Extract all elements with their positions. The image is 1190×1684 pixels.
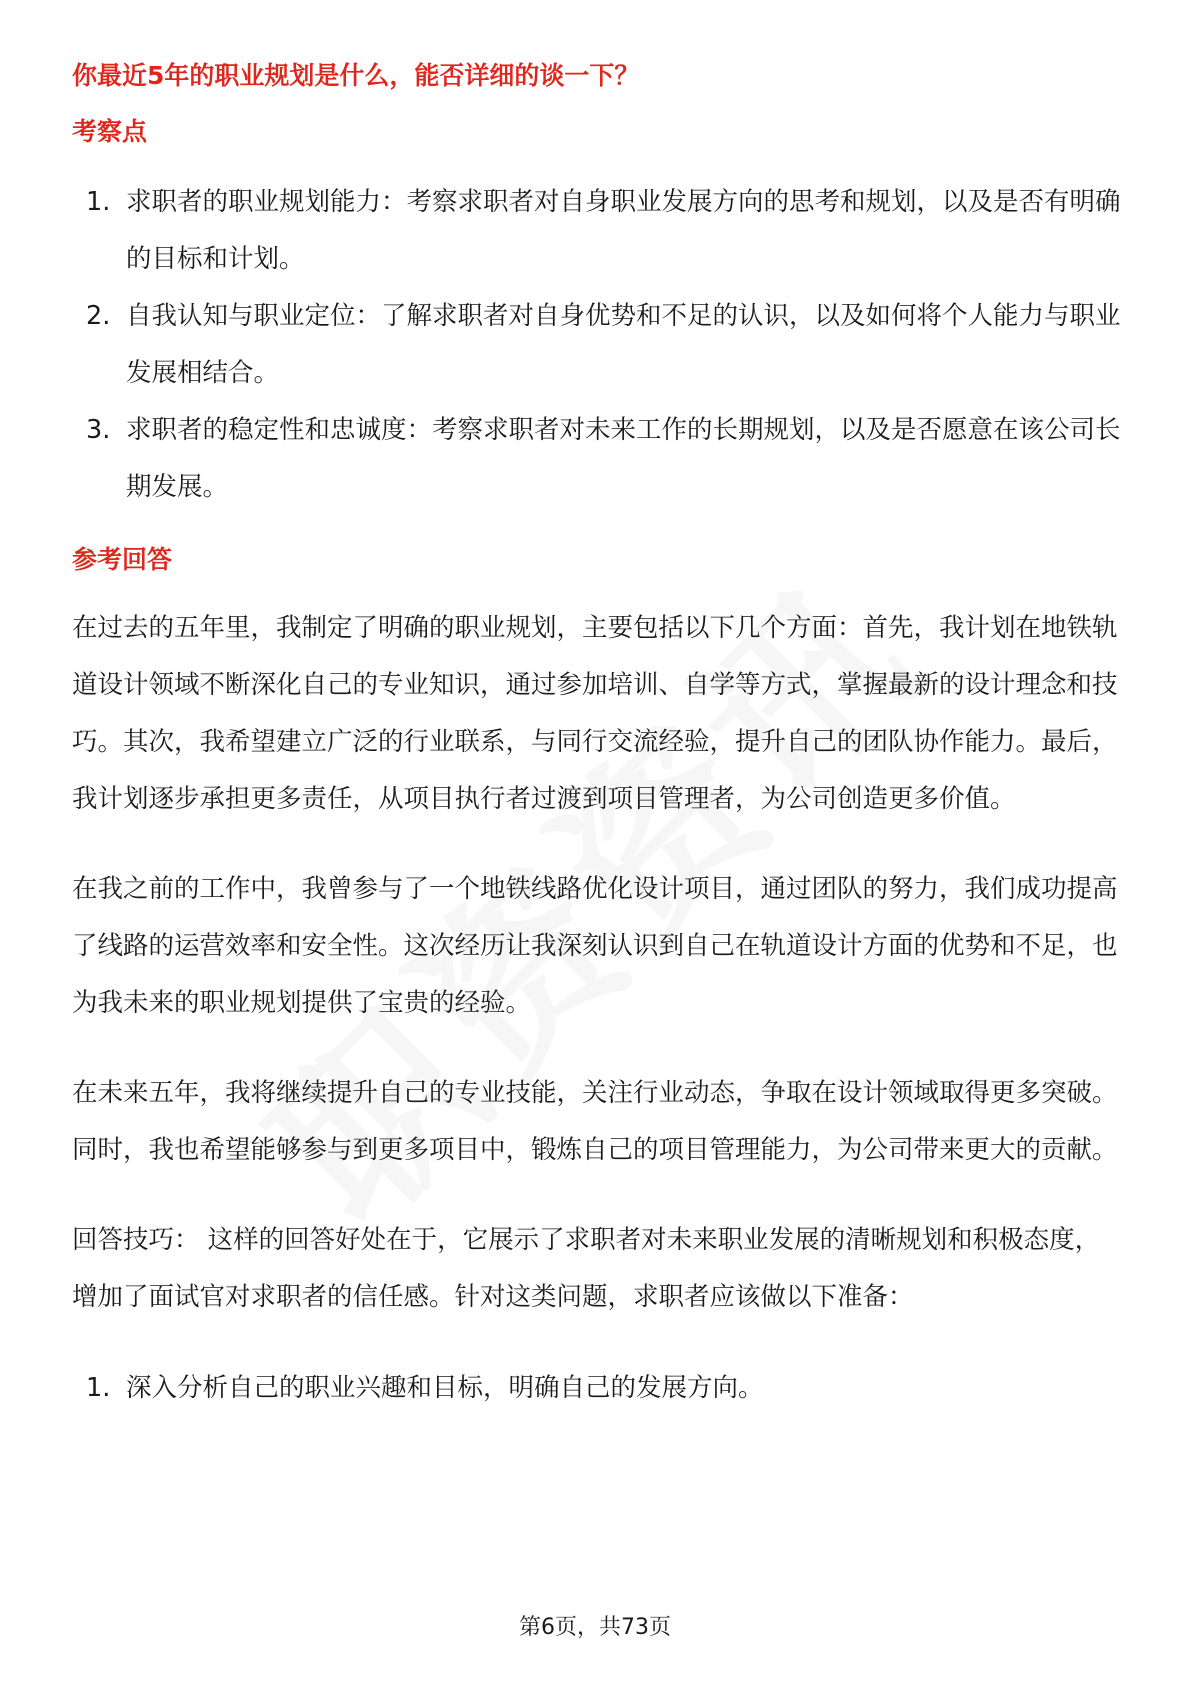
list-item [72, 174, 1122, 288]
list-item [72, 288, 1122, 402]
exam-points-list [72, 174, 1122, 516]
answer-tips-paragraph: 回答技巧： 这样的回答好处在于，它展示了求职者对未来职业发展的清晰规划和积极态度，增加了面试官对求职者的信任感。针对这类问题，求职者应该做以下准备： [72, 1225, 1101, 1312]
answer-paragraph: 在过去的五年里，我制定了明确的职业规划，主要包括以下几个方面：首先，我计划在地铁轨道设计领域不断深化自己的专业知识，通过参加培训、自学等方式，掌握最新的设计理念和技巧。其次，我希望建立广泛的行业联系，与同行交流经验，提升自己的团队协作能力。最后，我计划逐步承担更多责任，从项目执行者过渡到项目管理者，为公司创造更多价值。 [72, 613, 1118, 814]
list-number: 3. [86, 415, 111, 445]
page-footer: 第6页，共73页 [519, 1615, 671, 1640]
list-item-text: 自我认知与职业定位：了解求职者对自身优势和不足的认识，以及如何将个人能力与职业发展相结合。 [126, 301, 1121, 388]
list-number: 1. [86, 187, 111, 217]
list-item [72, 1360, 1122, 1417]
exam-points-title: 考察点 [72, 117, 148, 146]
document-content [72, 58, 1122, 1417]
list-item-text: 求职者的稳定性和忠诚度：考察求职者对未来工作的长期规划，以及是否愿意在该公司长期发展。 [126, 415, 1121, 502]
list-item-text: 求职者的职业规划能力：考察求职者对自身职业发展方向的思考和规划，以及是否有明确的目标和计划。 [126, 187, 1121, 274]
answer-paragraph: 在未来五年，我将继续提升自己的专业技能，关注行业动态，争取在设计领域取得更多突破。同时，我也希望能够参与到更多项目中，锻炼自己的项目管理能力，为公司带来更大的贡献。 [72, 1078, 1118, 1165]
list-item [72, 402, 1122, 516]
list-number: 1. [86, 1373, 111, 1403]
list-number: 2. [86, 301, 111, 331]
tips-list [72, 1360, 1122, 1417]
question-heading: 你最近5年的职业规划是什么，能否详细的谈一下？ [72, 61, 640, 90]
answer-paragraphs [72, 600, 1122, 1326]
answer-paragraph: 在我之前的工作中，我曾参与了一个地铁线路优化设计项目，通过团队的努力，我们成功提高了线路的运营效率和安全性。这次经历让我深刻认识到自己在轨道设计方面的优势和不足，也为我未来的职业规划提供了宝贵的经验。 [72, 874, 1118, 1018]
reference-answer-title: 参考回答 [72, 545, 173, 574]
list-item-text: 深入分析自己的职业兴趣和目标，明确自己的发展方向。 [126, 1373, 764, 1403]
reference-answer-section [72, 542, 1122, 1417]
